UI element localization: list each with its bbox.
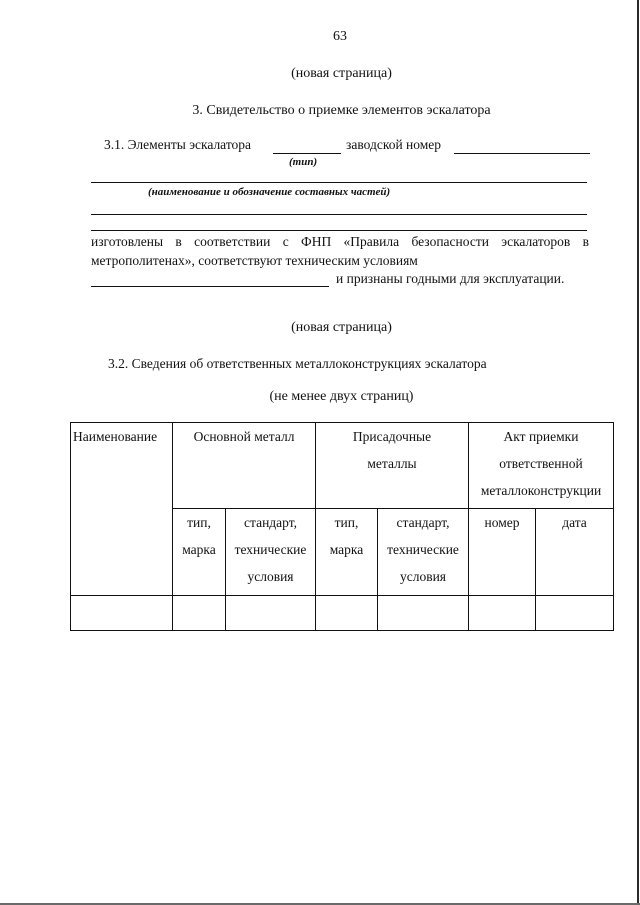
table-row [71,596,614,631]
table-header-row [71,423,614,509]
new-page-label-2: (новая страница) [291,320,392,335]
paragraph-line-1: изготовлены в соответствии с ФНП «Правила безопасности эскалаторов в [91,234,589,249]
header-act-line-1: Акт приемки [503,429,579,444]
section-3-title: 3. Свидетельство о приемке элементов эскалатора [192,103,491,118]
subheader-type-line-2: марка [182,542,216,557]
subheader-type2-line-2: марка [329,542,364,557]
factory-number-label: заводской номер [346,137,442,152]
paragraph-line-3: и признаны годными для эксплуатации. [336,271,565,286]
new-page-label-1: (новая страница) [291,66,392,81]
header-act-line-2: ответственной [499,456,583,471]
subheader-std-line-3: условия [247,569,294,584]
components-blank-line-1 [91,182,587,183]
components-blank-line-2 [91,214,587,215]
empty-cell [536,596,614,631]
subheader-type-line-1: тип, [187,515,211,530]
item-3-1-prefix: 3.1. Элементы эскалатора [104,137,252,152]
subheader-std2-line-1: стандарт, [396,515,450,530]
empty-cell [378,596,469,631]
subheader-date [536,509,614,596]
header-act-line-3: металлоконструкции [480,483,602,498]
paragraph-line-2: метрополитенах», соответствуют техническим условиям [91,253,418,268]
subheader-date-text: дата [562,515,587,530]
empty-cell [173,596,226,631]
tech-conditions-blank-line [91,286,329,287]
header-name [71,423,173,596]
subheader-standard-2 [378,509,469,596]
header-base-metal [173,423,316,509]
type-hint: (тип) [289,156,318,168]
components-blank-line-3 [91,230,587,231]
header-filler-metals-line-2: металлы [367,456,417,471]
factory-number-blank-line [454,153,590,154]
subheader-std-line-2: технические [234,542,307,557]
subheader-number-text: номер [484,515,520,530]
subheader-std2-line-3: условия [399,569,447,584]
page-right-edge [637,0,639,905]
page-number: 63 [333,29,347,44]
subheader-number [469,509,536,596]
components-hint: (наименование и обозначение составных частей) [148,186,391,198]
subheader-type2-line-1: тип, [334,515,359,530]
header-base-metal-text: Основной металл [193,429,295,444]
min-pages-note: (не менее двух страниц) [269,389,414,404]
subheader-std-line-1: стандарт, [244,515,297,530]
empty-cell [316,596,378,631]
empty-cell [226,596,316,631]
subheader-standard [226,509,316,596]
empty-cell [71,596,173,631]
header-acceptance-act [469,423,614,509]
type-blank-line [273,153,341,154]
metal-structures-table [70,422,614,631]
section-3-2-title: 3.2. Сведения об ответственных металлоконструкциях эскалатора [108,356,487,371]
header-filler-metals [316,423,469,509]
subheader-type-grade [173,509,226,596]
subheader-type-grade-2 [316,509,378,596]
header-filler-metals-line-1: Присадочные [352,429,432,444]
subheader-std2-line-2: технические [387,542,459,557]
empty-cell [469,596,536,631]
header-name-text: Наименование [73,429,158,444]
